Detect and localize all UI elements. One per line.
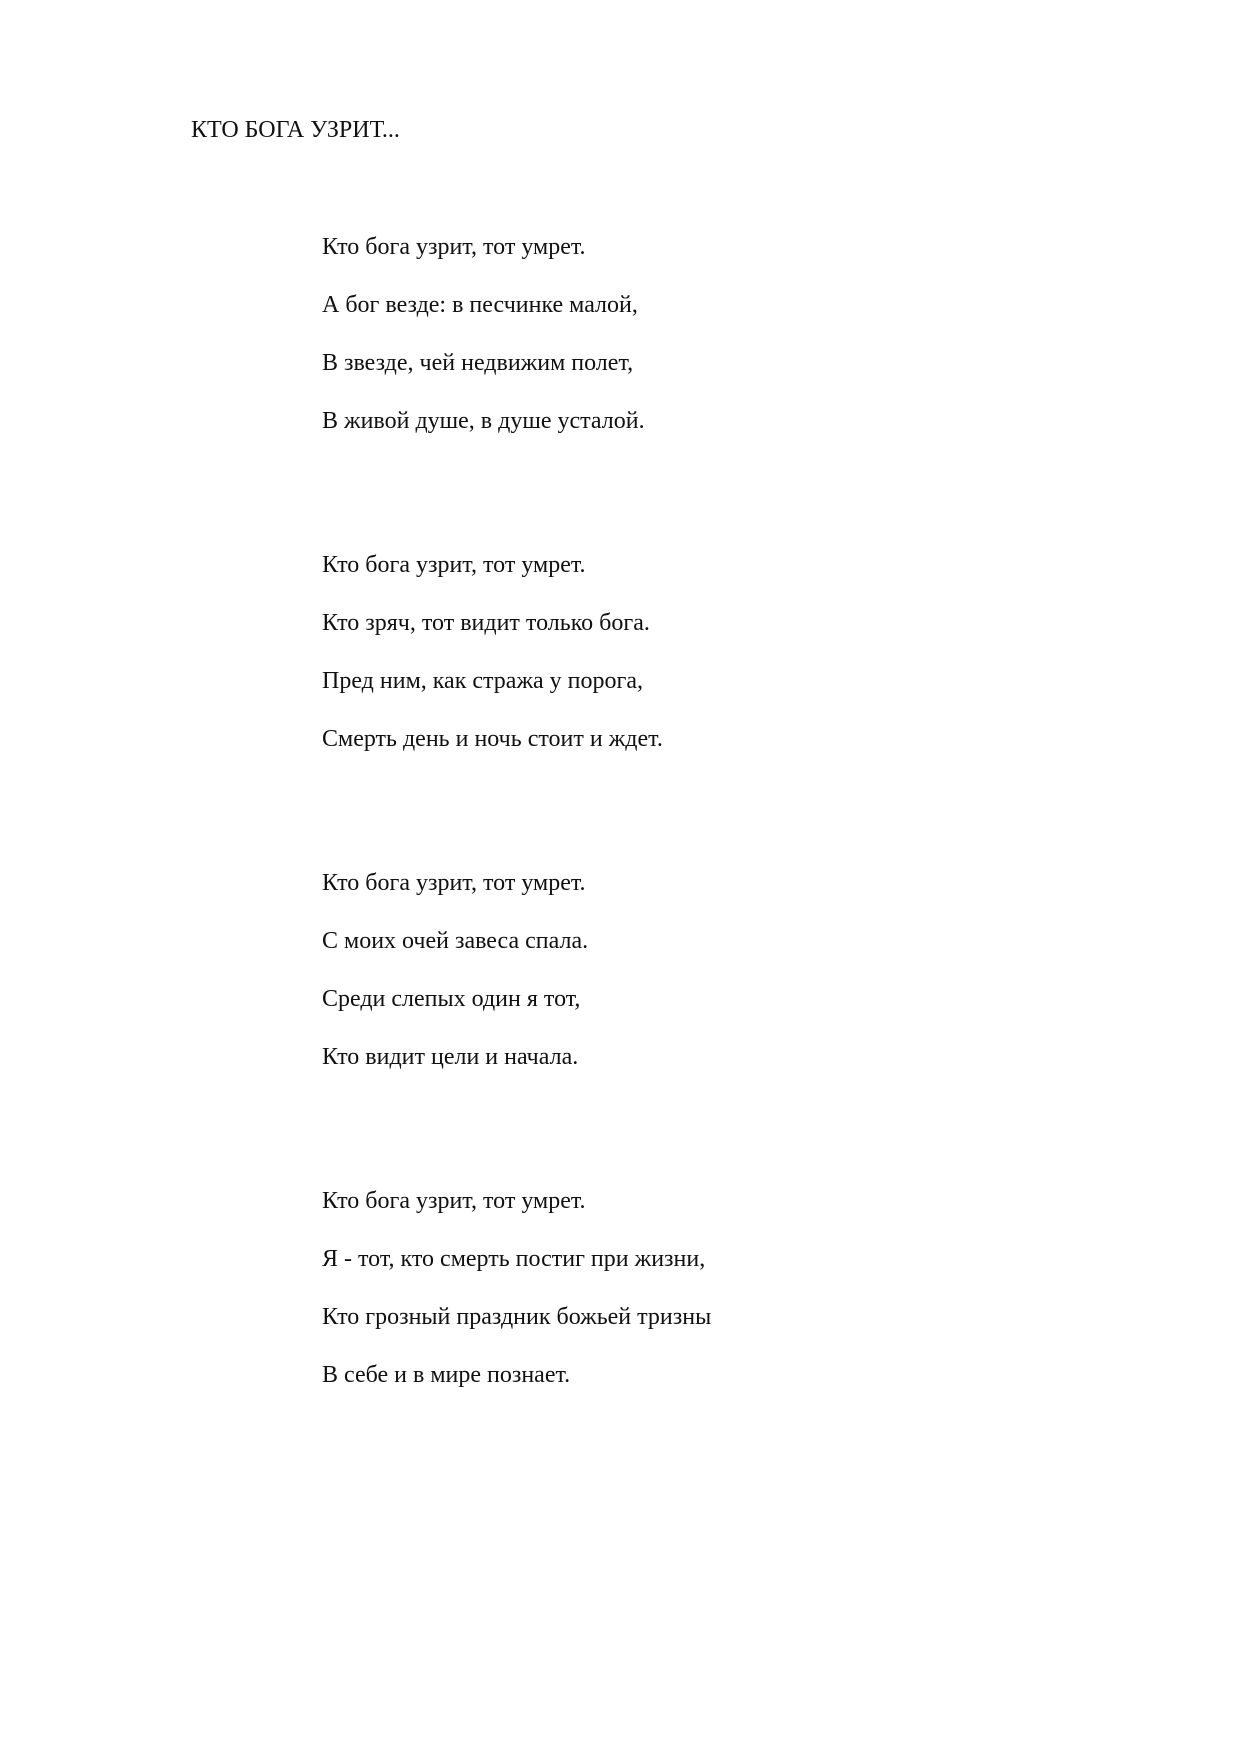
poem-line: Смерть день и ночь стоит и ждет. bbox=[322, 726, 663, 752]
poem-line: Пред ним, как стража у порога, bbox=[322, 668, 644, 694]
poem-line: Кто зряч, тот видит только бога. bbox=[322, 610, 650, 636]
poem-line: Кто бога узрит, тот умрет. bbox=[322, 1188, 586, 1214]
poem-line: В себе и в мире познает. bbox=[322, 1362, 571, 1388]
poem-line: В живой душе, в душе усталой. bbox=[322, 408, 645, 434]
stanza-4 bbox=[322, 1186, 1022, 1390]
poem-body bbox=[322, 232, 1022, 1390]
poem-line: Кто бога узрит, тот умрет. bbox=[322, 234, 586, 260]
poem-title: КТО БОГА УЗРИТ... bbox=[191, 117, 400, 143]
poem-line: С моих очей завеса спала. bbox=[322, 928, 589, 954]
stanza-1 bbox=[322, 232, 1022, 436]
poem-line: Кто бога узрит, тот умрет. bbox=[322, 552, 586, 578]
poem-line: Кто видит цели и начала. bbox=[322, 1044, 579, 1070]
poem-line: А бог везде: в песчинке малой, bbox=[322, 292, 638, 318]
poem-line: Среди слепых один я тот, bbox=[322, 986, 581, 1012]
stanza-3 bbox=[322, 868, 1022, 1072]
poem-line: Кто бога узрит, тот умрет. bbox=[322, 870, 586, 896]
poem-line: Я - тот, кто смерть постиг при жизни, bbox=[322, 1246, 706, 1272]
poem-line: В звезде, чей недвижим полет, bbox=[322, 350, 634, 376]
poem-line: Кто грозный праздник божьей тризны bbox=[322, 1304, 712, 1330]
stanza-2 bbox=[322, 550, 1022, 754]
